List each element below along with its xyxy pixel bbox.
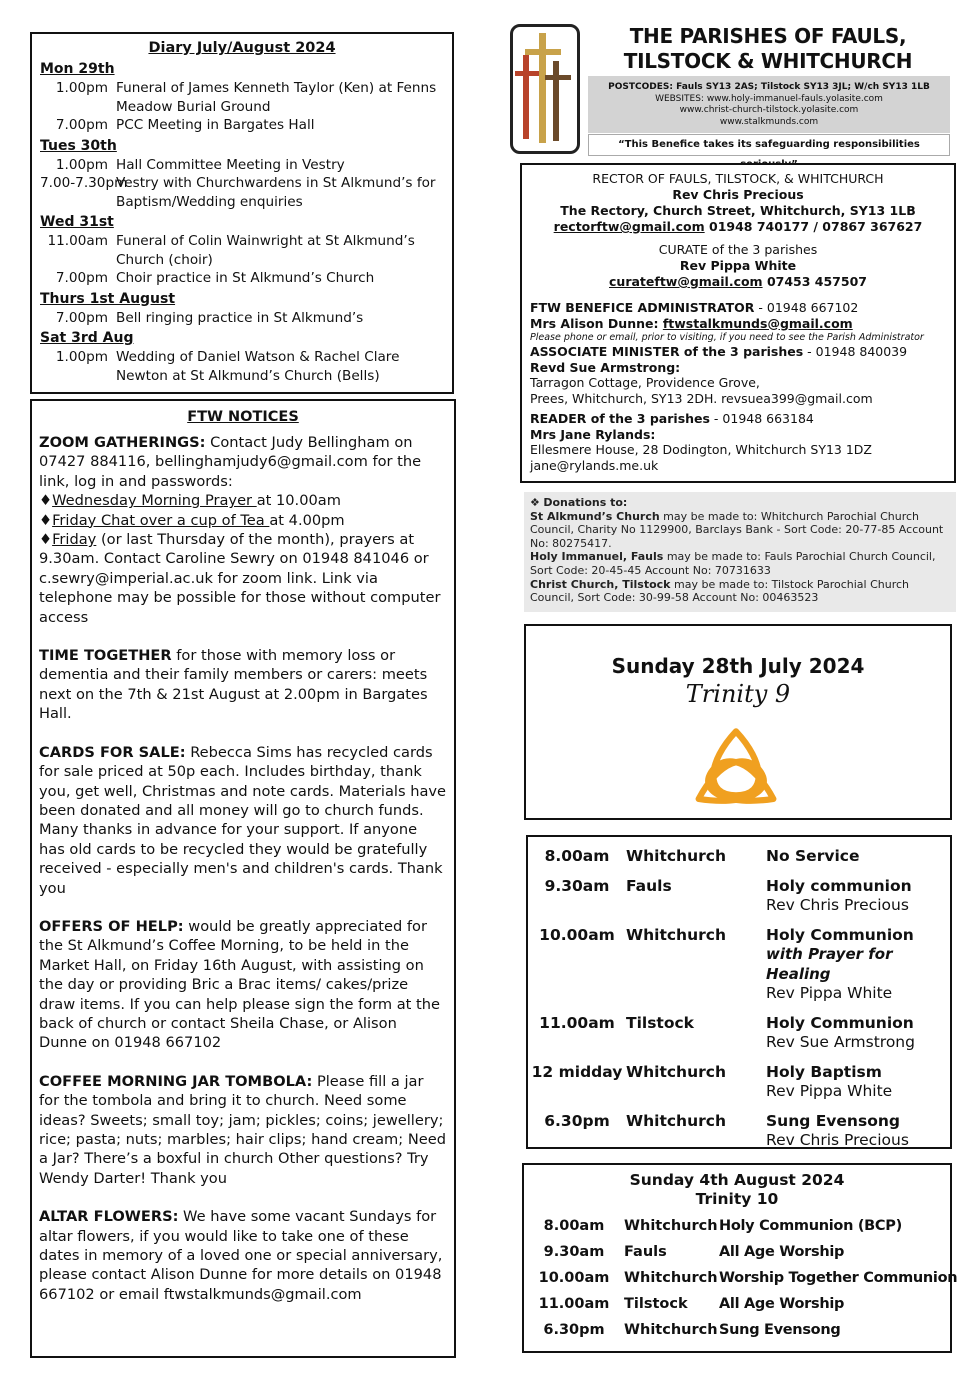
donations-box [524,492,956,612]
admin-email-link[interactable]: ftwstalkmunds@gmail.com [662,315,853,331]
rector-name: Rev Chris Precious [672,187,804,202]
service-name: Holy Baptism [766,1062,882,1081]
donation-st-alkmunds [530,510,950,551]
service-row [524,1269,958,1287]
donation-details: may be made to: Tilstock Parochial Church Council, Sort Code: 30-99-58 Account No: 00463523 [530,577,910,605]
zoom-bullet-3-text: (or last Thursday of the month), prayers at 9.30am. Contact Caroline Sewry on 01948 841046 or c.sewry@imperial.ac.uk for zoom link. Link via telephone may be possible for those without computer access [39,531,441,626]
zoom-bullet-1-title: Wednesday Morning Prayer [52,492,257,510]
service-name: Sung Evensong [766,1111,900,1130]
diary-day-heading: Tues 30th [40,137,117,154]
triquetra-icon [691,726,781,806]
diary-entry-text: Choir practice in St Alkmund’s Church [116,270,375,286]
service-time: 8.00am [544,847,610,865]
diary-entry-time: 1.00pm [55,156,108,173]
rector-email-link[interactable]: rectorftw@gmail.com [553,219,705,234]
diamond-bullet-icon: ♦ [39,511,53,529]
diary-entry-time: 11.00am [47,233,108,249]
admin-title: FTW BENEFICE ADMINISTRATOR [530,300,755,315]
notice-cards [39,743,447,898]
diary-entry-text: Wedding of Daniel Watson & Rachel Clare Newton at St Alkmund’s Church (Bells) [116,349,400,384]
donation-church: Christ Church, Tilstock [530,577,671,591]
service-row [528,1014,950,1053]
curate-phone: 07453 457507 [762,274,867,289]
service-time: 10.00am [538,1270,610,1286]
sunday-28-trinity: Trinity 9 [685,680,791,708]
postcodes: POSTCODES: Fauls SY13 2AS; Tilstock SY13 3JL; W/ch SY13 1LB [608,82,930,92]
diary-day-heading: Wed 31st [40,214,114,230]
diary-day [40,213,444,288]
curate-title: CURATE of the 3 parishes [658,242,818,257]
assoc-line [530,344,946,360]
diary-entry-time: 7.00-7.30pm [40,175,128,191]
service-detail [766,1014,950,1053]
service-minister: Rev Chris Precious [766,1131,909,1149]
diary-entry-text: Hall Committee Meeting in Vestry [116,156,345,173]
notice-text: Please fill a jar for the tombola and bring it to church. Need some ideas? Sweets; small toy; jam; pickles; coins; jewellery; rice; pasta; nuts; marbles; hair clips; hand cream; Need a Jar? There’s a boxful in church Other questions? Try Wendy Darter! Thank you [39,1072,446,1187]
notice-label: TIME TOGETHER [39,647,172,665]
diamond-bullet-icon: ♦ [39,492,53,510]
diary-days [40,60,444,385]
diary-entry-text: Funeral of James Kenneth Taylor (Ken) at Fenns Meadow Burial Ground [116,80,437,115]
notice-label: COFFEE MORNING JAR TOMBOLA: [39,1072,313,1090]
service-time: 6.30pm [543,1322,605,1338]
diary-entry-text: PCC Meeting in Bargates Hall [116,117,315,133]
notice-label: ALTAR FLOWERS: [39,1208,179,1226]
website-stalkmunds[interactable]: www.stalkmunds.com [719,116,819,127]
service-list [524,1217,958,1339]
diary-entry [40,116,444,135]
service-place: Tilstock [626,1013,694,1032]
diary-entry-time: 1.00pm [55,80,108,96]
admin-phone: - 01948 667102 [754,300,859,315]
notices-box [30,399,456,1358]
rector-address: The Rectory, Church Street, Whitchurch, SY13 1LB [560,203,916,218]
reader-phone: - 01948 663184 [709,411,814,426]
service-place: Whitchurch [624,1270,718,1286]
reader-title: READER of the 3 parishes [530,411,710,426]
service-name: All Age Worship [719,1244,845,1260]
curate-email-link[interactable]: curateftw@gmail.com [609,274,763,289]
clergy-contacts-box [520,163,956,483]
service-row [528,926,950,1004]
diary-day-heading: Sat 3rd Aug [40,330,134,346]
notice-text: would be greatly appreciated for the St Alkmund’s Coffee Morning, to be held in the Market Hall, on Friday 16th August, with assisting on the day or providing Bric a Brac items/ cakes/prize draw items. If you can help please sign the form at the back of church or contact Sheila Chase, or Alison Dunne on 01948 667102 [39,917,440,1052]
service-row [524,1217,950,1235]
title-line-2: TILSTOCK & WHITCHURCH [623,49,913,73]
diary-day-heading: Thurs 1st August [40,290,176,307]
rector-phones: 01948 740177 / 07867 367627 [704,219,923,234]
diamond-bullet-icon: ♦ [39,531,53,549]
diary-entry [40,79,444,116]
sunday-28-services [526,835,952,1149]
curate-contact [530,274,946,290]
diary-entry [40,232,444,269]
service-minister: Rev Chris Precious [766,896,909,914]
notice-zoom-label: ZOOM GATHERINGS: [39,434,206,451]
curate-name: Rev Pippa White [679,258,797,273]
sunday-4-trinity: Trinity 10 [695,1190,779,1208]
donations-bullet-icon: ❖ [530,496,544,509]
service-place: Whitchurch [624,1218,718,1234]
website-fauls[interactable]: WEBSITES: www.holy-immanuel-fauls.yolasite.com [655,93,883,104]
service-time: 11.00am [539,1013,615,1032]
diary-entry-time: 7.00pm [55,117,108,133]
sunday-4-aug-services [522,1163,958,1353]
diary-entry-time: 7.00pm [55,270,108,286]
diary-day [40,329,444,385]
notice-altar-flowers [39,1207,447,1304]
donation-details: may be made to: Whitchurch Parochial Church Council, Charity No 1129900, Barclays Bank - Sort Code: 20-77-85 Account No: 80275417. [530,509,944,550]
diary-entry-text: Bell ringing practice in St Alkmund’s [116,309,364,326]
admin-line [530,300,946,316]
donation-tilstock [530,578,950,605]
admin-name: Mrs Alison Dunne: [530,315,663,331]
service-row [528,1063,950,1102]
notice-label: CARDS FOR SALE: [39,743,186,761]
service-minister: Rev Sue Armstrong [766,1033,915,1051]
diary-entry-time: 1.00pm [55,349,108,365]
diary-box [30,32,454,394]
service-time: 11.00am [538,1296,610,1312]
notice-zoom [39,433,447,627]
notices-title: FTW NOTICES [187,409,299,425]
sunday-4-date: Sunday 4th August 2024 [629,1171,845,1189]
service-place: Whitchurch [626,847,726,865]
diary-entry [40,309,444,328]
service-name: Holy Communion [766,925,914,944]
diary-entry [40,174,444,211]
service-time: 9.30am [544,876,610,895]
diary-day-heading: Mon 29th [40,61,115,77]
diary-entry-text: Vestry with Churchwardens in St Alkmund’s for Baptism/Wedding enquiries [116,175,436,210]
notice-jar-tombola [39,1072,447,1188]
service-detail [766,926,950,1004]
assoc-name: Revd Sue Armstrong: [530,359,681,375]
diary-entry-time: 7.00pm [55,309,108,326]
service-detail [766,877,950,916]
service-name: All Age Worship [719,1296,845,1312]
service-name: Worship Together Communion [719,1270,958,1286]
service-name: Holy communion [766,876,912,895]
assoc-address-2: Prees, Whitchurch, SY13 2DH. revsuea399@gmail.com [530,390,873,406]
donation-church: St Alkmund’s Church [530,509,660,523]
service-place: Fauls [626,876,672,895]
zoom-bullet-3-title: Friday [52,531,97,549]
donations-title: Donations to: [543,496,628,509]
notice-time-together [39,646,447,724]
service-row [524,1321,950,1339]
service-time: 12 midday [531,1062,623,1081]
service-name: No Service [766,847,860,865]
service-place: Whitchurch [626,925,726,944]
notice-text: We have some vacant Sundays for altar flowers, if you would like to take one of these dates in memory of a loved one or special anniversary, please contact Alison Dunne for more details on 01948 667102 or email ftwstalkmunds@gmail.com [39,1208,443,1303]
website-tilstock[interactable]: www.christ-church-tilstock.yolasite.com [679,105,859,115]
service-time: 10.00am [539,925,615,944]
assoc-address-1: Tarragon Cottage, Providence Grove, [530,375,760,390]
notice-text: Rebecca Sims has recycled cards for sale priced at 50p each. Includes birthday, thank you, get well, Christmas and note cards. Materials have been donated and all money will go to church funds. Many thanks in advance for your support. If anyone has old cards to be recycled they would be gratefully received - especially men's and children's cards. Thank you [39,743,447,897]
service-time: 8.00am [543,1218,605,1234]
diary-title: Diary July/August 2024 [148,40,336,56]
service-row [528,877,950,916]
title-line-1: THE PARISHES OF FAULS, [629,24,907,48]
safeguarding-statement: “This Benefice takes its safeguarding responsibilities [588,134,950,156]
service-row [528,1112,950,1151]
assoc-title: ASSOCIATE MINISTER of the 3 parishes [530,344,804,359]
service-detail [766,847,950,867]
diary-entry [40,156,444,175]
diary-day [40,290,444,328]
service-place: Tilstock [624,1296,688,1312]
reader-address: Ellesmere House, 28 Dodington, Whitchurch SY13 1DZ [530,442,872,457]
donation-fauls [530,550,950,577]
postcodes-websites-bar [588,76,950,133]
notice-text: for those with memory loss or dementia and their family members or carers: meets next on the 7th & 21st August at 2.00pm in Bargates Hall. [39,647,428,723]
diary-day [40,60,444,135]
parishes-title [590,24,946,74]
rector-title: RECTOR OF FAULS, TILSTOCK, & WHITCHURCH [592,171,884,186]
service-place: Whitchurch [626,1062,726,1081]
reader-email: jane@rylands.me.uk [530,457,659,473]
service-detail [766,1112,950,1151]
notice-zoom-text: Contact Judy Bellingham on 07427 884116, bellinghamjudy6@gmail.com for the link, log in and passwords: [39,434,422,490]
assoc-phone: - 01948 840039 [803,344,908,359]
service-time: 6.30pm [544,1111,610,1130]
service-minister: Rev Pippa White [766,1082,893,1100]
service-minister: Rev Pippa White [766,984,893,1002]
reader-name: Mrs Jane Rylands: [530,426,656,442]
service-row [524,1295,950,1313]
service-row [528,847,950,867]
diary-entry [40,269,444,288]
admin-name-line [530,316,946,332]
zoom-bullet-2-title: Friday Chat over a cup of Tea [52,511,270,529]
diary-day [40,137,444,212]
sunday-28-date: Sunday 28th July 2024 [611,654,865,678]
service-place: Fauls [624,1244,667,1260]
zoom-bullet-1-time: at 10.00am [256,492,341,510]
service-place: Whitchurch [626,1111,726,1130]
zoom-bullet-2-time: at 4.00pm [269,511,345,529]
service-name: Holy Communion (BCP) [719,1218,902,1234]
service-name: Holy Communion [766,1013,914,1032]
admin-note: Please phone or email, prior to visiting, if you need to see the Parish Administrator [530,332,924,343]
diary-entry [40,348,444,385]
donation-church: Holy Immanuel, Fauls [530,550,664,564]
donation-details: may be made to: Fauls Parochial Church Council, Sort Code: 20-45-45 Account No: 70731633 [530,550,936,577]
service-place: Whitchurch [624,1322,718,1338]
service-extra: with Prayer for Healing [766,945,893,983]
sunday-28-box [524,624,952,820]
service-list [528,847,950,1151]
service-row [524,1243,950,1261]
crosses-logo-icon [510,24,580,154]
service-detail [766,1063,950,1102]
diary-entry-text: Funeral of Colin Wainwright at St Alkmund’s Church (choir) [116,233,415,268]
service-time: 9.30am [543,1244,605,1260]
reader-line [530,411,946,427]
service-name: Sung Evensong [719,1322,841,1338]
rector-contact [530,219,946,235]
notice-offers [39,917,447,1053]
notice-label: OFFERS OF HELP: [39,917,184,935]
